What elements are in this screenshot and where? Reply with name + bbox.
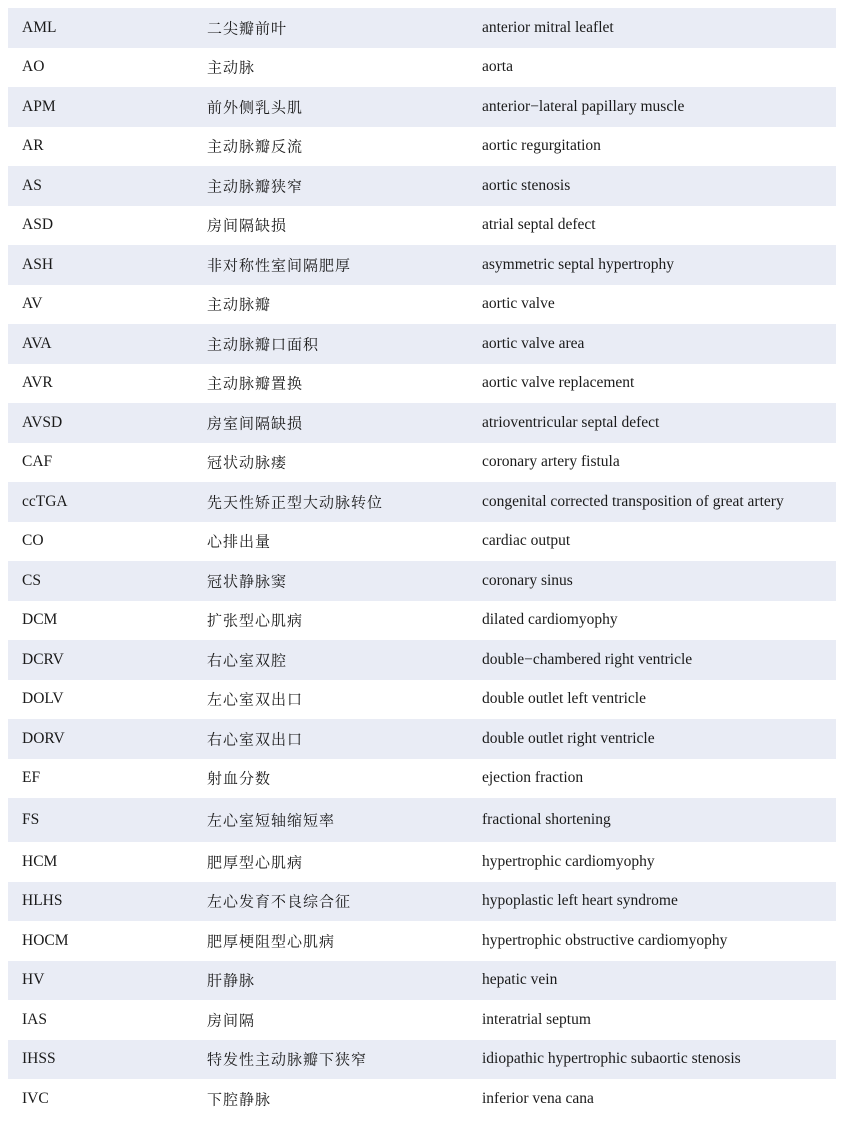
english-term-cell: aortic valve area <box>482 334 585 352</box>
table-row <box>8 403 836 443</box>
table-row <box>8 206 836 246</box>
table-row <box>8 1040 836 1080</box>
abbreviation-cell: ASH <box>22 255 54 273</box>
chinese-term-cell: 主动脉瓣口面积 <box>207 335 320 354</box>
abbreviation-cell: DCRV <box>22 650 64 668</box>
chinese-term-cell: 主动脉 <box>207 58 256 77</box>
english-term-cell: ejection fraction <box>482 769 584 787</box>
english-term-cell: aorta <box>482 58 513 76</box>
abbreviation-cell: AO <box>22 58 45 76</box>
english-term-cell: cardiac output <box>482 532 571 550</box>
english-term-cell: anterior mitral leaflet <box>482 18 614 36</box>
table-row <box>8 921 836 961</box>
abbreviation-cell: AV <box>22 295 43 313</box>
chinese-term-cell: 房间隔缺损 <box>207 216 288 235</box>
chinese-term-cell: 肥厚梗阻型心肌病 <box>207 932 336 951</box>
table-row <box>8 640 836 680</box>
chinese-term-cell: 左心室双出口 <box>207 690 304 709</box>
chinese-term-cell: 主动脉瓣置换 <box>207 374 304 393</box>
chinese-term-cell: 肥厚型心肌病 <box>207 853 304 872</box>
abbreviation-cell: AML <box>22 18 57 36</box>
table-row <box>8 1000 836 1040</box>
english-term-cell: congenital corrected transposition of great artery <box>482 492 784 510</box>
chinese-term-cell: 前外侧乳头肌 <box>207 98 304 117</box>
abbreviation-cell: ccTGA <box>22 492 68 510</box>
table-row <box>8 601 836 641</box>
abbreviation-cell: EF <box>22 769 41 787</box>
table-row <box>8 285 836 325</box>
abbreviation-cell: HV <box>22 971 45 989</box>
chinese-term-cell: 左心室短轴缩短率 <box>207 811 336 830</box>
abbreviation-cell: AVA <box>22 334 52 352</box>
abbreviation-cell: DOLV <box>22 690 64 708</box>
english-term-cell: idiopathic hypertrophic subaortic stenosis <box>482 1050 741 1068</box>
table-row <box>8 127 836 167</box>
english-term-cell: aortic stenosis <box>482 176 571 194</box>
english-term-cell: double−chambered right ventricle <box>482 650 693 668</box>
english-term-cell: anterior−lateral papillary muscle <box>482 97 685 115</box>
abbreviation-cell: HLHS <box>22 892 63 910</box>
english-term-cell: double outlet left ventricle <box>482 690 646 708</box>
table-row <box>8 798 836 842</box>
abbreviation-cell: DCM <box>22 611 58 629</box>
table-row <box>8 522 836 562</box>
abbreviation-cell: IAS <box>22 1010 47 1028</box>
table-row <box>8 842 836 882</box>
chinese-term-cell: 二尖瓣前叶 <box>207 19 288 38</box>
table-row <box>8 482 836 522</box>
abbreviation-cell: DORV <box>22 729 65 747</box>
chinese-term-cell: 先天性矫正型大动脉转位 <box>207 493 384 512</box>
english-term-cell: aortic regurgitation <box>482 137 601 155</box>
table-row <box>8 245 836 285</box>
english-term-cell: coronary sinus <box>482 571 573 589</box>
english-term-cell: hepatic vein <box>482 971 558 989</box>
abbreviation-cell: IHSS <box>22 1050 56 1068</box>
abbreviation-cell: HCM <box>22 852 58 870</box>
chinese-term-cell: 主动脉瓣狭窄 <box>207 177 304 196</box>
english-term-cell: interatrial septum <box>482 1010 591 1028</box>
abbreviation-cell: CO <box>22 532 44 550</box>
table-row <box>8 8 836 48</box>
abbreviation-cell: AS <box>22 176 42 194</box>
english-term-cell: hypoplastic left heart syndrome <box>482 892 678 910</box>
chinese-term-cell: 左心发育不良综合征 <box>207 892 352 911</box>
chinese-term-cell: 扩张型心肌病 <box>207 611 304 630</box>
english-term-cell: inferior vena cana <box>482 1089 594 1107</box>
english-term-cell: aortic valve replacement <box>482 374 635 392</box>
table-row <box>8 719 836 759</box>
chinese-term-cell: 下腔静脉 <box>207 1090 272 1109</box>
table-row <box>8 48 836 88</box>
table-row <box>8 87 836 127</box>
chinese-term-cell: 主动脉瓣反流 <box>207 137 304 156</box>
abbreviation-cell: HOCM <box>22 931 69 949</box>
english-term-cell: coronary artery fistula <box>482 453 620 471</box>
english-term-cell: fractional shortening <box>482 811 611 828</box>
abbreviation-cell: AR <box>22 137 44 155</box>
english-term-cell: atrioventricular septal defect <box>482 413 660 431</box>
chinese-term-cell: 右心室双出口 <box>207 730 304 749</box>
chinese-term-cell: 冠状静脉窦 <box>207 572 288 591</box>
abbreviation-cell: AVSD <box>22 413 63 431</box>
abbreviation-cell: ASD <box>22 216 54 234</box>
chinese-term-cell: 心排出量 <box>207 532 272 551</box>
abbreviation-cell: FS <box>22 811 40 828</box>
table-row <box>8 324 836 364</box>
table-row <box>8 680 836 720</box>
chinese-term-cell: 特发性主动脉瓣下狭窄 <box>207 1050 368 1069</box>
chinese-term-cell: 房室间隔缺损 <box>207 414 304 433</box>
table-row <box>8 443 836 483</box>
chinese-term-cell: 肝静脉 <box>207 971 256 990</box>
english-term-cell: asymmetric septal hypertrophy <box>482 255 674 273</box>
english-term-cell: dilated cardiomyophy <box>482 611 618 629</box>
english-term-cell: atrial septal defect <box>482 216 596 234</box>
english-term-cell: hypertrophic cardiomyophy <box>482 852 655 870</box>
table-row <box>8 759 836 799</box>
abbreviation-cell: IVC <box>22 1089 49 1107</box>
english-term-cell: aortic valve <box>482 295 555 313</box>
abbreviation-cell: CS <box>22 571 41 589</box>
chinese-term-cell: 冠状动脉瘘 <box>207 453 288 472</box>
chinese-term-cell: 房间隔 <box>207 1011 256 1030</box>
table-row <box>8 961 836 1001</box>
english-term-cell: double outlet right ventricle <box>482 729 655 747</box>
table-row <box>8 882 836 922</box>
table-row <box>8 1079 836 1119</box>
chinese-term-cell: 射血分数 <box>207 769 272 788</box>
abbreviation-cell: CAF <box>22 453 53 471</box>
table-row <box>8 561 836 601</box>
abbreviation-table <box>8 8 836 1119</box>
chinese-term-cell: 非对称性室间隔肥厚 <box>207 256 352 275</box>
abbreviation-cell: APM <box>22 97 56 115</box>
chinese-term-cell: 右心室双腔 <box>207 651 288 670</box>
table-row <box>8 166 836 206</box>
chinese-term-cell: 主动脉瓣 <box>207 295 272 314</box>
table-row <box>8 364 836 404</box>
english-term-cell: hypertrophic obstructive cardiomyophy <box>482 931 728 949</box>
abbreviation-cell: AVR <box>22 374 53 392</box>
